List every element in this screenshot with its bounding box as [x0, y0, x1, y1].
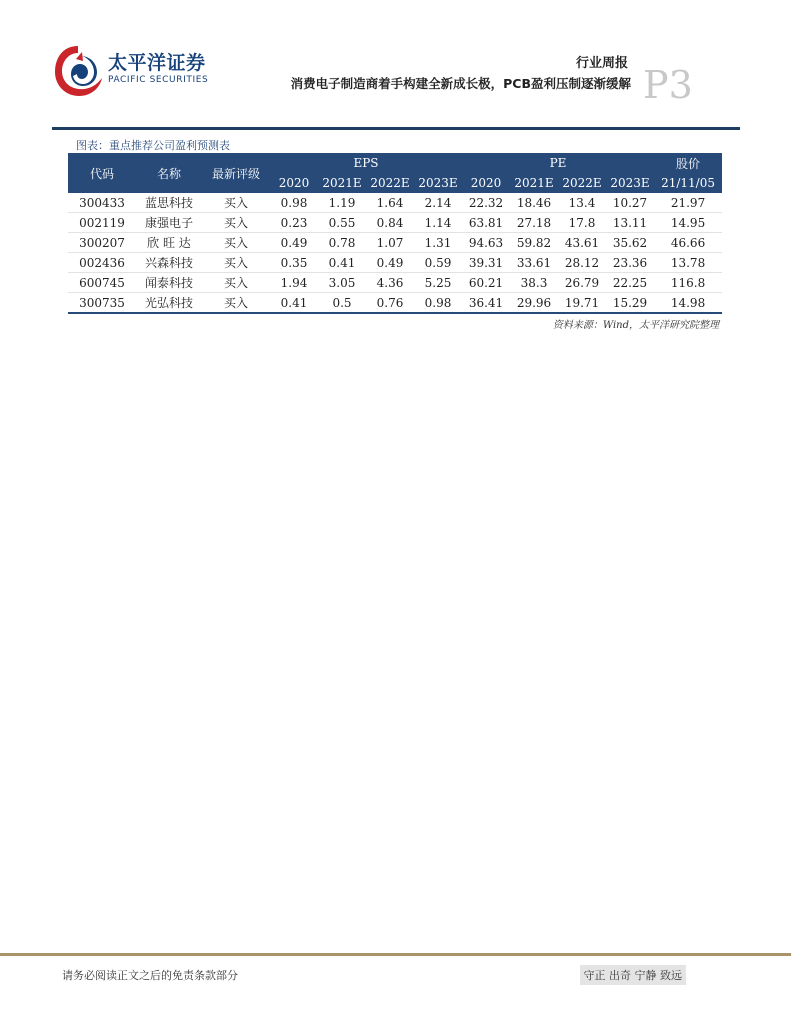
- logo-english-name: PACIFIC SECURITIES: [108, 75, 209, 85]
- cell-pe: 38.3: [510, 273, 558, 293]
- cell-name: 兴森科技: [136, 253, 202, 273]
- header-year: 2023E: [606, 173, 654, 193]
- table-row: [68, 253, 722, 273]
- pacific-securities-logo-icon: [52, 42, 104, 100]
- cell-eps: 1.19: [318, 193, 366, 213]
- cell-price: 14.98: [654, 293, 722, 314]
- cell-pe: 15.29: [606, 293, 654, 314]
- cell-eps: 3.05: [318, 273, 366, 293]
- cell-pe: 33.61: [510, 253, 558, 273]
- cell-eps: 1.14: [414, 213, 462, 233]
- cell-pe: 28.12: [558, 253, 606, 273]
- page-number: P3: [643, 63, 693, 107]
- cell-pe: 18.46: [510, 193, 558, 213]
- cell-eps: 0.5: [318, 293, 366, 314]
- table-row: [68, 193, 722, 213]
- cell-eps: 0.35: [270, 253, 318, 273]
- cell-rating: 买入: [202, 273, 270, 293]
- header-code: 代码: [68, 153, 136, 193]
- header-rating: 最新评级: [202, 153, 270, 193]
- cell-code: 600745: [68, 273, 136, 293]
- cell-pe: 22.32: [462, 193, 510, 213]
- cell-eps: 1.64: [366, 193, 414, 213]
- cell-name: 光弘科技: [136, 293, 202, 314]
- cell-price: 46.66: [654, 233, 722, 253]
- table-row: [68, 213, 722, 233]
- cell-eps: 0.78: [318, 233, 366, 253]
- cell-eps: 1.31: [414, 233, 462, 253]
- cell-pe: 23.36: [606, 253, 654, 273]
- header-price: 股价: [654, 153, 722, 173]
- cell-rating: 买入: [202, 193, 270, 213]
- header-eps: EPS: [270, 153, 462, 173]
- report-type: 行业周报: [575, 56, 628, 71]
- cell-pe: 13.11: [606, 213, 654, 233]
- cell-name: 蓝思科技: [136, 193, 202, 213]
- cell-price: 116.8: [654, 273, 722, 293]
- cell-pe: 36.41: [462, 293, 510, 314]
- data-source-note: 资料来源：Wind，太平洋研究院整理: [552, 320, 719, 331]
- cell-pe: 60.21: [462, 273, 510, 293]
- cell-pe: 27.18: [510, 213, 558, 233]
- cell-pe: 10.27: [606, 193, 654, 213]
- header-year: 2021E: [318, 173, 366, 193]
- cell-code: 002119: [68, 213, 136, 233]
- cell-name: 闻泰科技: [136, 273, 202, 293]
- cell-code: 300207: [68, 233, 136, 253]
- earnings-forecast-table: [68, 153, 722, 314]
- cell-pe: 39.31: [462, 253, 510, 273]
- table-row: [68, 273, 722, 293]
- table-row: [68, 233, 722, 253]
- cell-eps: 0.76: [366, 293, 414, 314]
- header-year: 2020: [462, 173, 510, 193]
- cell-rating: 买入: [202, 213, 270, 233]
- cell-eps: 0.84: [366, 213, 414, 233]
- cell-eps: 2.14: [414, 193, 462, 213]
- cell-price: 14.95: [654, 213, 722, 233]
- cell-eps: 0.98: [414, 293, 462, 314]
- cell-pe: 35.62: [606, 233, 654, 253]
- cell-eps: 1.07: [366, 233, 414, 253]
- report-title: 消费电子制造商着手构建全新成长极，PCB盈利压制逐渐缓解: [290, 76, 631, 91]
- cell-eps: 0.41: [270, 293, 318, 314]
- cell-eps: 0.98: [270, 193, 318, 213]
- cell-eps: 0.59: [414, 253, 462, 273]
- cell-rating: 买入: [202, 233, 270, 253]
- cell-pe: 22.25: [606, 273, 654, 293]
- cell-pe: 43.61: [558, 233, 606, 253]
- header-year: 2022E: [366, 173, 414, 193]
- cell-eps: 1.94: [270, 273, 318, 293]
- cell-pe: 13.4: [558, 193, 606, 213]
- table-header: [68, 153, 722, 193]
- cell-eps: 0.49: [270, 233, 318, 253]
- cell-price: 13.78: [654, 253, 722, 273]
- figure-caption: 图表：重点推荐公司盈利预测表: [76, 139, 230, 152]
- cell-pe: 29.96: [510, 293, 558, 314]
- header-year: 2023E: [414, 173, 462, 193]
- cell-pe: 59.82: [510, 233, 558, 253]
- cell-rating: 买入: [202, 293, 270, 314]
- table-row: [68, 293, 722, 314]
- footer-disclaimer: 请务必阅读正文之后的免责条款部分: [62, 969, 238, 982]
- header-price-date: 21/11/05: [654, 173, 722, 193]
- cell-price: 21.97: [654, 193, 722, 213]
- cell-pe: 19.71: [558, 293, 606, 314]
- cell-eps: 0.55: [318, 213, 366, 233]
- cell-name: 康强电子: [136, 213, 202, 233]
- cell-pe: 94.63: [462, 233, 510, 253]
- header-divider: [52, 127, 740, 130]
- cell-code: 300735: [68, 293, 136, 314]
- cell-eps: 0.49: [366, 253, 414, 273]
- header-year: 2022E: [558, 173, 606, 193]
- earnings-forecast-table-container: [68, 153, 722, 314]
- header-pe: PE: [462, 153, 654, 173]
- cell-eps: 0.41: [318, 253, 366, 273]
- cell-pe: 63.81: [462, 213, 510, 233]
- cell-name: 欣 旺 达: [136, 233, 202, 253]
- footer-motto: 守正 出奇 宁静 致远: [580, 965, 687, 985]
- header-year: 2021E: [510, 173, 558, 193]
- cell-eps: 4.36: [366, 273, 414, 293]
- cell-code: 300433: [68, 193, 136, 213]
- cell-eps: 5.25: [414, 273, 462, 293]
- cell-rating: 买入: [202, 253, 270, 273]
- header-name: 名称: [136, 153, 202, 193]
- footer-divider: [0, 953, 791, 956]
- cell-eps: 0.23: [270, 213, 318, 233]
- cell-pe: 26.79: [558, 273, 606, 293]
- cell-code: 002436: [68, 253, 136, 273]
- company-logo: [52, 42, 212, 102]
- cell-pe: 17.8: [558, 213, 606, 233]
- header-year: 2020: [270, 173, 318, 193]
- logo-chinese-name: 太平洋证券: [108, 52, 206, 74]
